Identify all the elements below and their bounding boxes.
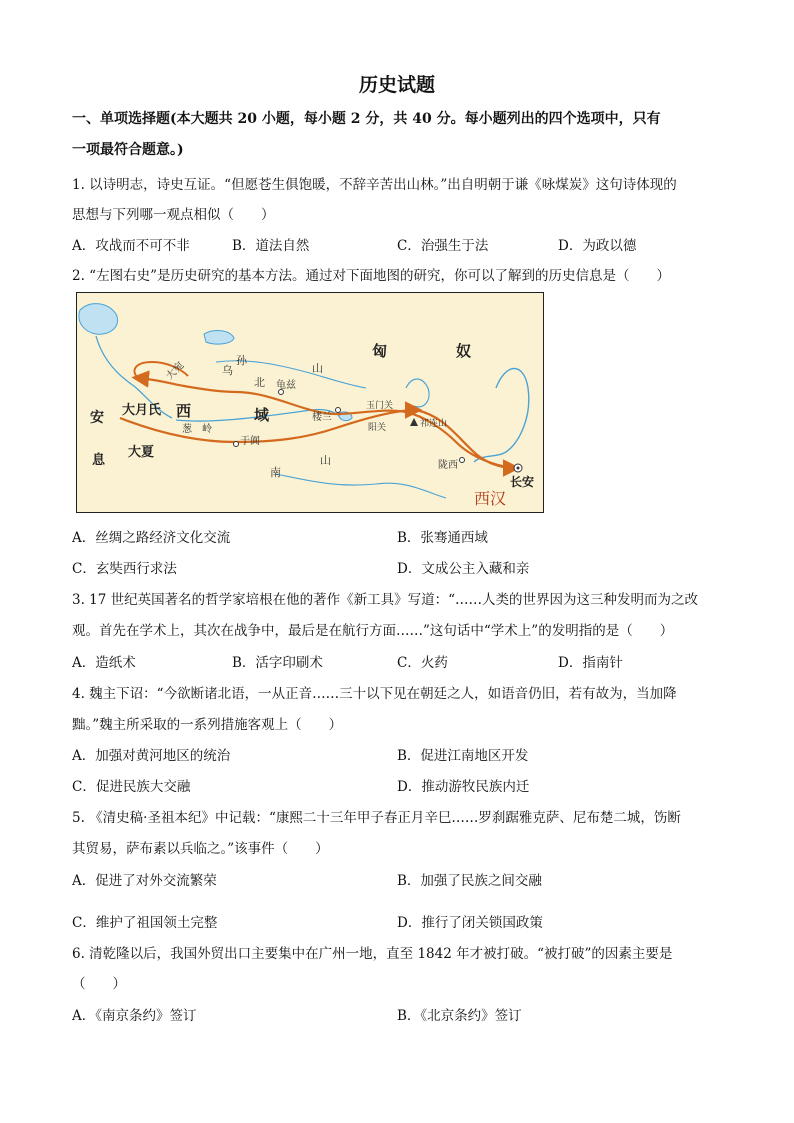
label-yangguan: 阳关 xyxy=(368,423,387,433)
q4-option-b: B．促进江南地区开发 xyxy=(397,748,529,764)
loulan-dot xyxy=(336,408,341,413)
q1-option-b: B．道法自然 xyxy=(232,238,310,254)
label-daxia: 大夏 xyxy=(128,445,155,460)
label-wusun-1: 乌 xyxy=(222,364,233,377)
q5-stem-line-1: 5. 《清史稿·圣祖本纪》中记载：“康熙二十三年甲子春正月辛巳……罗刹踞雅克萨、尼布楚二城，饬断 xyxy=(72,810,681,826)
label-anxi-2: 息 xyxy=(92,453,106,468)
section-heading-line-2: 一项最符合题意。) xyxy=(72,142,184,158)
q2-option-a: A．丝绸之路经济文化交流 xyxy=(72,530,231,546)
label-guizi: 龟兹 xyxy=(276,380,296,391)
label-xiongnu-2: 奴 xyxy=(456,342,472,360)
section-heading-line-1: 一、单项选择题(本大题共 20 小题，每小题 2 分，共 40 分。每小题列出的四个选项中，只有 xyxy=(72,111,661,127)
q1-option-a: A．攻战而不可不非 xyxy=(72,238,190,254)
label-nanshan-1: 南 xyxy=(270,466,281,479)
longxi-dot xyxy=(460,458,465,463)
label-changan: 长安 xyxy=(510,475,535,489)
label-dayuezhi: 大月氏 xyxy=(122,403,162,418)
label-anxi-1: 安 xyxy=(90,410,104,426)
q6-stem-line-1: 6. 清乾隆以后，我国外贸出口主要集中在广州一地，直至 1842 年才被打破。“被打破”的因素主要是 xyxy=(72,946,673,962)
q5-stem-line-2: 其贸易，萨布素以兵临之。”该事件（ ） xyxy=(72,841,329,857)
q5-option-c: C．维护了祖国领土完整 xyxy=(72,915,218,931)
label-congling: 葱 岭 xyxy=(182,424,212,435)
q3-stem-line-1: 3. 17 世纪英国著名的哲学家培根在他的著作《新工具》写道：“……人类的世界因为这三种发明而为之改 xyxy=(72,592,699,608)
q1-stem-line-2: 思想与下列哪一观点相似（ ） xyxy=(72,207,275,223)
q5-option-a: A．促进了对外交流繁荣 xyxy=(72,873,217,889)
label-beishan-1: 北 xyxy=(254,376,265,389)
q2-option-d: D．文成公主入藏和亲 xyxy=(397,561,530,577)
label-nanshan-2: 山 xyxy=(320,454,331,467)
q2-stem-line-1: 2. “左图右史”是历史研究的基本方法。通过对下面地图的研究，你可以了解到的历史信息是（ ） xyxy=(72,268,670,284)
label-yu: 域 xyxy=(254,406,270,424)
q4-option-c: C．促进民族大交融 xyxy=(72,779,191,795)
q2-option-c: C．玄奘西行求法 xyxy=(72,561,177,577)
label-yumenguan: 玉门关 xyxy=(366,401,394,411)
q6-option-a: A．《南京条约》签订 xyxy=(72,1008,197,1024)
q6-option-b: B．《北京条约》签订 xyxy=(397,1008,522,1024)
yutian-dot xyxy=(234,442,239,447)
q3-option-a: A．造纸术 xyxy=(72,655,136,671)
q3-option-b: B．活字印刷术 xyxy=(232,655,323,671)
label-longxi: 陇西 xyxy=(438,460,458,471)
q1-option-c: C．治强生于法 xyxy=(397,238,489,254)
q1-stem-line-1: 1. 以诗明志，诗史互证。“但愿苍生俱饱暖，不辞辛苦出山林。”出自明朝于谦《咏煤炭》这句诗体现的 xyxy=(72,177,677,193)
q5-option-b: B．加强了民族之间交融 xyxy=(397,873,542,889)
q3-option-d: D．指南针 xyxy=(558,655,623,671)
q5-option-d: D．推行了闭关锁国政策 xyxy=(397,915,543,931)
q4-stem-line-2: 黜。”魏主所采取的一系列措施客观上（ ） xyxy=(72,717,343,733)
q4-option-d: D．推动游牧民族内迁 xyxy=(397,779,530,795)
q2-option-b: B．张骞通西域 xyxy=(397,530,488,546)
label-xi: 西 xyxy=(176,402,192,420)
q1-option-d: D．为政以德 xyxy=(558,238,637,254)
label-qilianshan: 祁连山 xyxy=(420,419,448,429)
q3-option-c: C．火药 xyxy=(397,655,448,671)
label-wusun-2: 孙 xyxy=(236,354,247,367)
label-xihan: 西汉 xyxy=(474,489,507,508)
label-beishan-2: 山 xyxy=(312,362,323,375)
q3-stem-line-2: 观。首先在学术上，其次在战争中，最后是在航行方面……”这句话中“学术上”的发明指的是（ ） xyxy=(72,623,674,639)
page-title: 历史试题 xyxy=(358,74,435,96)
label-yutian: 于阗 xyxy=(240,436,260,447)
silk-road-map xyxy=(76,292,544,513)
q4-option-a: A．加强对黄河地区的统治 xyxy=(72,748,231,764)
q6-stem-line-2: （ ） xyxy=(72,976,126,992)
label-dayuan: 大宛 xyxy=(164,360,187,383)
label-xiongnu-1: 匈 xyxy=(372,342,388,360)
q4-stem-line-1: 4. 魏主下诏：“今欲断诸北语，一从正音……三十以下见在朝廷之人，如语音仍旧，若有故为，当加降 xyxy=(72,686,677,702)
changan-dot-inner xyxy=(517,467,520,470)
label-loulan: 楼兰 xyxy=(312,412,332,423)
